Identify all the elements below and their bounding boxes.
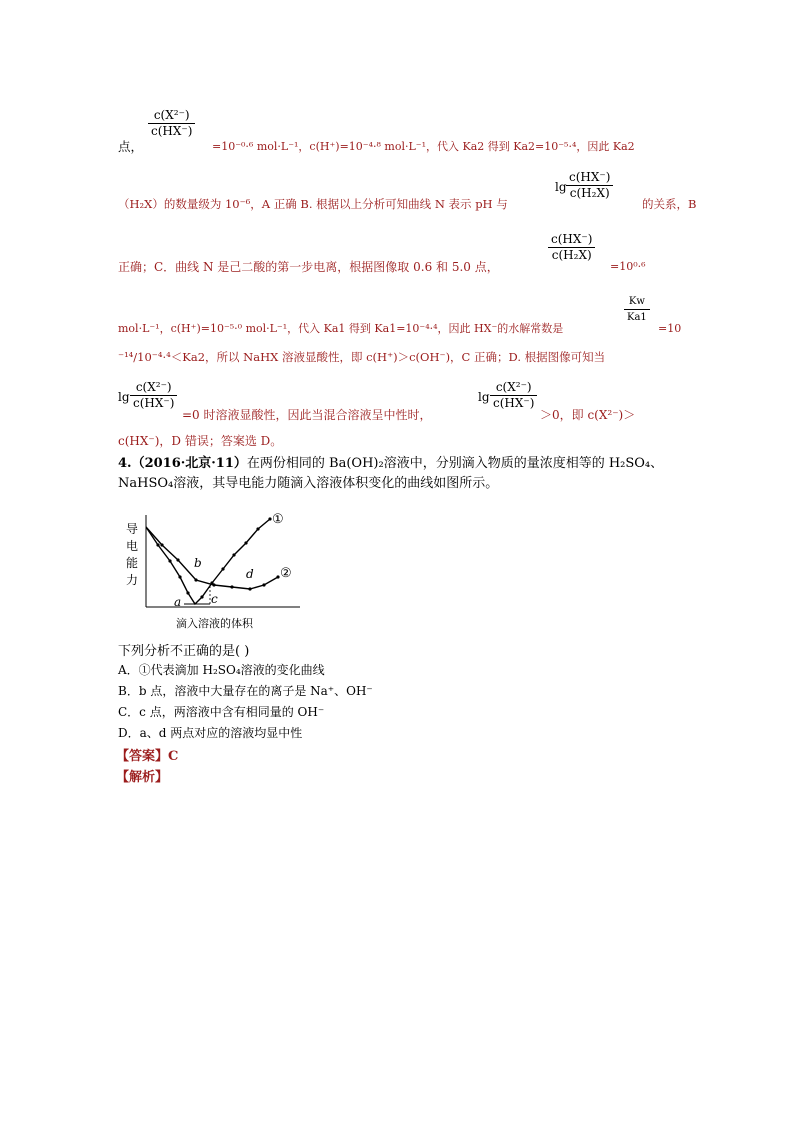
ylabel-char-1: 电: [126, 539, 139, 553]
fraction-x2-over-hx: $\frac{\text{c(X²⁻)}}{c(HX^-)}$: [148, 108, 195, 139]
line4-suffix: =10: [658, 322, 682, 335]
point-label-d: d: [246, 567, 254, 581]
point-label-b: b: [194, 556, 202, 570]
ylabel-char-2: 能: [126, 556, 139, 570]
fraction-hx-over-h2x-2: $\frac{c(HX^-)}{\text{c(H₂X)}}$: [548, 232, 595, 263]
option-b[interactable]: B．b 点，溶液中大量存在的离子是 Na⁺、OH⁻: [118, 684, 373, 698]
explanation-line-5: ⁻¹⁴/10⁻⁴·⁴＜Ka2，所以 NaHX 溶液显酸性，即 c(H⁺)＞c(OH⁻)，C 正确；D. 根据图像可知当: [118, 350, 606, 364]
line6-mid: =0 时溶液显酸性，因此当混合溶液呈中性时，: [182, 408, 432, 422]
ylabel-char-0: 导: [126, 522, 139, 536]
ylabel-char-3: 力: [126, 573, 139, 587]
line6-suffix: ＞0，即 c(X²⁻)＞: [540, 408, 636, 422]
answer-line: [116, 745, 178, 764]
lg-prefix-6: lg: [478, 390, 490, 404]
point-label-c: c: [211, 592, 218, 606]
answer-label: 【答案】: [116, 749, 169, 764]
curve-1: [146, 519, 270, 604]
lg-prefix-5: lg: [118, 390, 130, 404]
option-d[interactable]: D．a、d 两点对应的溶液均显中性: [118, 726, 303, 740]
option-a[interactable]: A．①代表滴加 H₂SO₄溶液的变化曲线: [118, 663, 325, 677]
line2-suffix: 的关系，B: [642, 197, 697, 211]
curve-label-2: ②: [280, 566, 292, 581]
answer-value: C: [168, 749, 179, 764]
explanation-line-4: mol·L⁻¹，c(H⁺)=10⁻⁵·⁰ mol·L⁻¹，代入 Ka1 得到 Ka1=10⁻⁴·⁴，因此 HX⁻的水解常数是: [118, 322, 564, 335]
lg-prefix-2: lg: [555, 180, 567, 194]
curve-2: [146, 527, 278, 589]
question-prompt: 下列分析不正确的是( ): [118, 644, 250, 659]
conductivity-figure: [118, 505, 304, 633]
option-c[interactable]: C．c 点，两溶液中含有相同量的 OH⁻: [118, 705, 325, 719]
line3-suffix: =10⁰·⁶: [610, 260, 646, 273]
explanation-line-2: （H₂X）的数量级为 10⁻⁶，A 正确 B. 根据以上分析可知曲线 N 表示 pH 与: [118, 197, 508, 211]
explanation-line-3: 正确；C．曲线 N 是己二酸的第一步电离，根据图像取 0.6 和 5.0 点，: [118, 260, 499, 274]
line1-body: =10⁻⁰·⁶ mol·L⁻¹，c(H⁺)=10⁻⁴·⁸ mol·L⁻¹，代入 Ka2 得到 Ka2=10⁻⁵·⁴，因此 Ka2: [212, 140, 635, 153]
fraction-kw-over-ka1: $\frac{Kw}{Ka1}$: [624, 294, 650, 325]
fraction-x2-over-hx-2: $\frac{\text{c(X²⁻)}}{c(HX^-)}$: [130, 380, 177, 411]
analysis-label: 【解析】: [116, 770, 169, 785]
curve-2-points: [160, 543, 279, 590]
x-axis-label: 滴入溶液的体积: [176, 617, 253, 630]
explanation-line-7: c(HX⁻)，D 错误；答案选 D。: [118, 434, 283, 448]
question-stem-line-1: 4.（2016·北京·11）在两份相同的 Ba(OH)₂溶液中，分别滴入物质的量浓度相等的 H₂SO₄、: [118, 456, 664, 471]
point-label-a: a: [174, 595, 182, 609]
line1-prefix: 点，: [118, 139, 144, 154]
fraction-x2-over-hx-3: $\frac{\text{c(X²⁻)}}{c(HX^-)}$: [490, 380, 537, 411]
question-stem-line-2: NaHSO₄溶液，其导电能力随滴入溶液体积变化的曲线如图所示。: [118, 476, 499, 491]
fraction-hx-over-h2x: $\frac{c(HX^-)}{\text{c(H₂X)}}$: [566, 170, 613, 201]
explanation-line-1: [118, 138, 143, 156]
curve-label-1: ①: [272, 512, 284, 527]
